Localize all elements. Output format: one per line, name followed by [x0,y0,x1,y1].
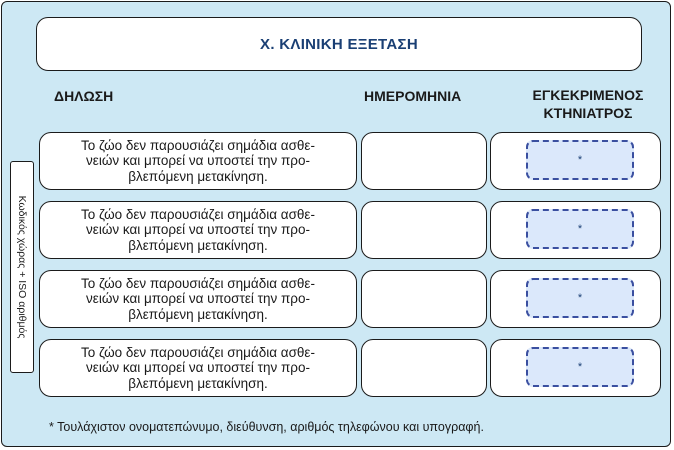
date-field[interactable] [361,201,487,259]
side-label-tab [10,161,34,373]
date-field[interactable] [361,132,487,190]
declaration-cell [39,339,357,397]
declaration-text [44,207,352,254]
footnote: * Τουλάχιστον ονοματεπώνυμο, διεύθυνση, αριθμός τηλεφώνου και υπογραφή. [49,420,484,434]
declaration-column-header: ΔΗΛΩΣΗ [54,88,114,104]
vet-cell [490,201,661,259]
declaration-text [44,138,352,185]
declaration-cell [39,201,357,259]
declaration-cell [39,270,357,328]
date-field[interactable] [361,339,487,397]
vet-stamp-field[interactable] [526,278,634,318]
declaration-text [44,345,352,392]
vet-stamp-field[interactable] [526,209,634,249]
exam-row [39,270,661,328]
declaration-line: βλεπόμενη μετακίνηση. [128,375,268,391]
declaration-line: Το ζώο δεν παρουσιάζει σημάδια ασθε- [81,206,315,222]
declaration-line: βλεπόμενη μετακίνηση. [128,306,268,322]
declaration-text [44,276,352,323]
declaration-line: νειών και μπορεί να υποστεί την προ- [86,291,310,307]
section-title: Χ. ΚΛΙΝΙΚΗ ΕΞΕΤΑΣΗ [260,35,418,53]
side-label-text: Κωδικός χώρας + ISO αριθμός [16,195,28,339]
declaration-cell [39,132,357,190]
date-field[interactable] [361,270,487,328]
declaration-line: νειών και μπορεί να υποστεί την προ- [86,153,310,169]
exam-row [39,339,661,397]
declaration-line: Το ζώο δεν παρουσιάζει σημάδια ασθε- [81,344,315,360]
declaration-line: Το ζώο δεν παρουσιάζει σημάδια ασθε- [81,137,315,153]
section-title-box [36,17,642,71]
clinical-exam-panel [1,1,671,447]
stamp-asterisk: * [577,222,583,235]
declaration-line: βλεπόμενη μετακίνηση. [128,237,268,253]
declaration-line: βλεπόμενη μετακίνηση. [128,168,268,184]
date-column-header: ΗΜΕΡΟΜΗΝΙΑ [364,88,462,104]
stamp-asterisk: * [577,153,583,166]
exam-row [39,201,661,259]
vet-column-header [512,86,664,122]
exam-row [39,132,661,190]
vet-cell [490,339,661,397]
stamp-asterisk: * [577,291,583,304]
vet-column-header-line2: ΚΤΗΝΙΑΤΡΟΣ [543,105,633,121]
vet-cell [490,270,661,328]
vet-stamp-field[interactable] [526,347,634,387]
declaration-line: νειών και μπορεί να υποστεί την προ- [86,360,310,376]
vet-cell [490,132,661,190]
declaration-line: Το ζώο δεν παρουσιάζει σημάδια ασθε- [81,275,315,291]
declaration-line: νειών και μπορεί να υποστεί την προ- [86,222,310,238]
vet-column-header-line1: ΕΓΚΕΚΡΙΜΕΝΟΣ [532,87,644,103]
stamp-asterisk: * [577,360,583,373]
vet-stamp-field[interactable] [526,140,634,180]
